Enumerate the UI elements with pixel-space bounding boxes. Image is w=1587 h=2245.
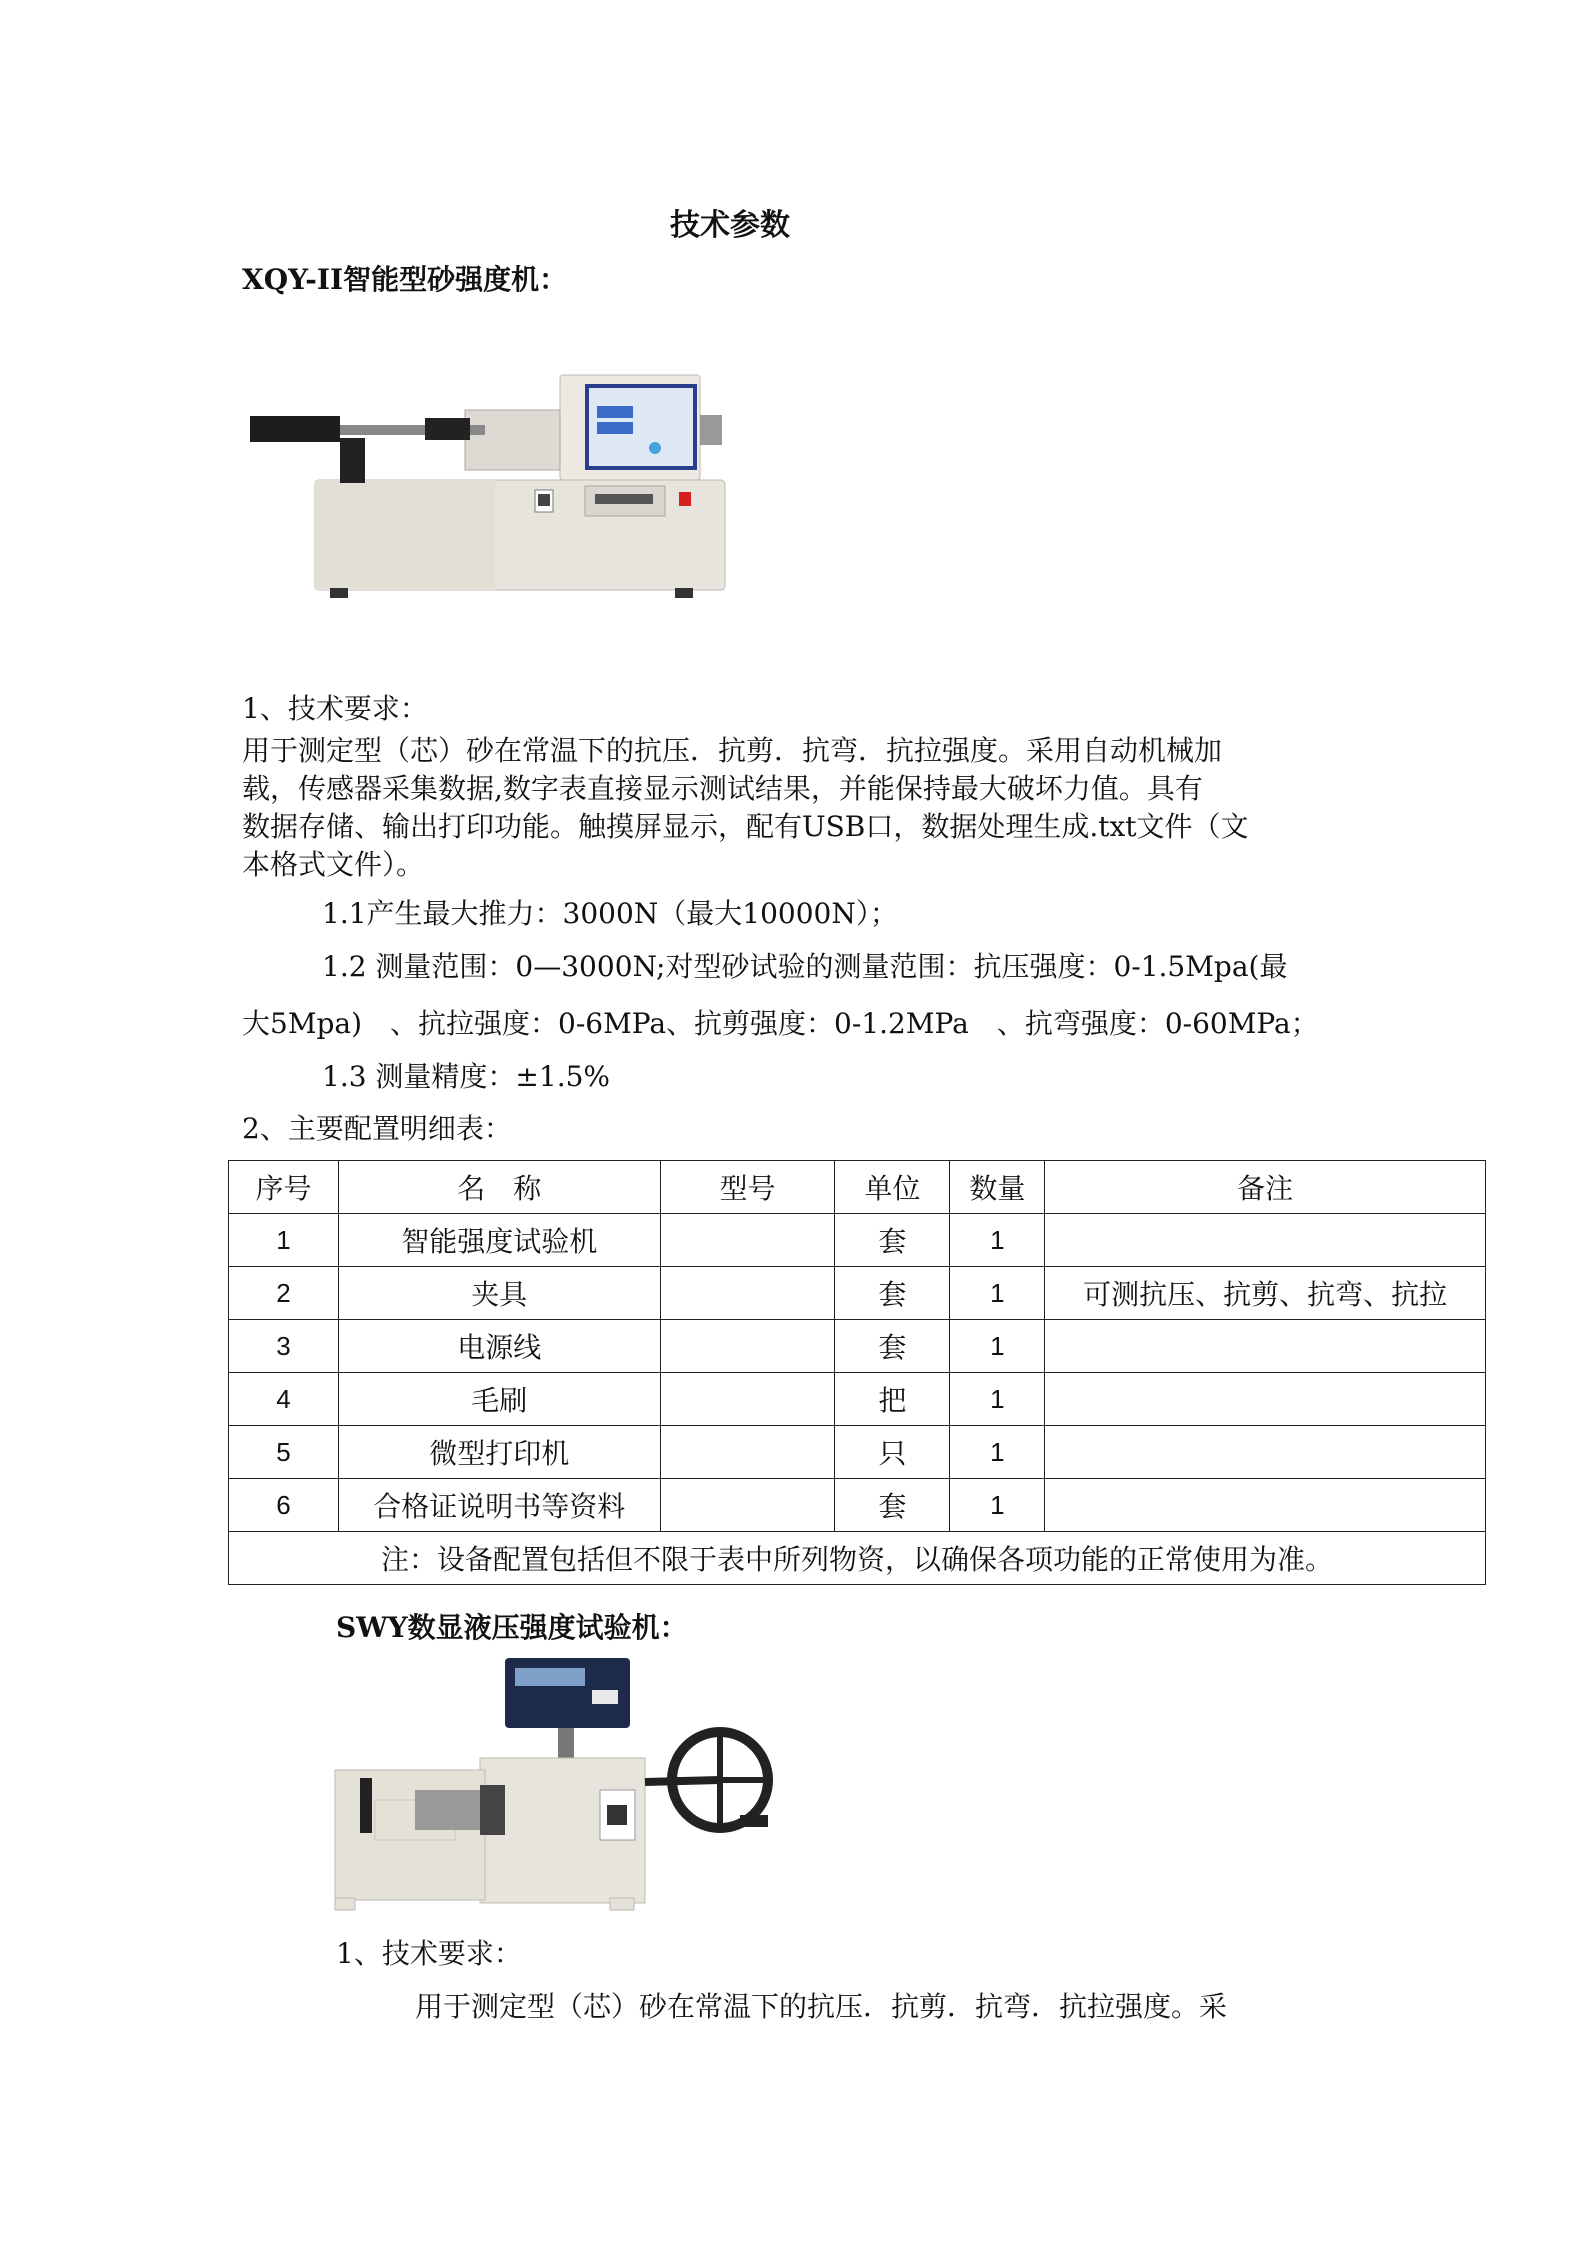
cell (1045, 1320, 1486, 1373)
cell: 6 (229, 1479, 339, 1532)
section2-req-heading: 1、技术要求： (336, 1937, 522, 1970)
paragraph-line: 载，传感器采集数据,数字表直接显示测试结果，并能保持最大破坏力值。具有 (242, 772, 1203, 805)
paragraph-line: 数据存储、输出打印功能。触摸屏显示，配有USB口，数据处理生成.txt文件（文 (242, 810, 1249, 843)
cell (660, 1479, 835, 1532)
cell: 3 (229, 1320, 339, 1373)
cell: 1 (950, 1479, 1045, 1532)
col-header: 数量 (950, 1161, 1045, 1214)
section1-heading: XQY-II智能型砂强度机： (242, 263, 568, 296)
cell: 1 (950, 1426, 1045, 1479)
cell: 1 (950, 1320, 1045, 1373)
cell: 1 (950, 1267, 1045, 1320)
section2-paragraph-start: 用于测定型（芯）砂在常温下的抗压．抗剪．抗弯．抗拉强度。采 (415, 1990, 1228, 2023)
cell: 只 (835, 1426, 950, 1479)
cell: 套 (835, 1320, 950, 1373)
cell (660, 1426, 835, 1479)
cell: 套 (835, 1267, 950, 1320)
cell: 可测抗压、抗剪、抗弯、抗拉 (1045, 1267, 1486, 1320)
table-row (229, 1267, 1486, 1320)
section2-heading: SWY数显液压强度试验机： (336, 1611, 688, 1644)
table-footnote-row (229, 1532, 1486, 1585)
cell: 夹具 (338, 1267, 660, 1320)
cell: 套 (835, 1479, 950, 1532)
table-row (229, 1214, 1486, 1267)
cell: 套 (835, 1214, 950, 1267)
cell: 1 (950, 1373, 1045, 1426)
col-header: 名 称 (338, 1161, 660, 1214)
spec-1-2-line-b: 大5Mpa) 、抗拉强度：0-6MPa、抗剪强度：0-1.2MPa 、抗弯强度：0-60MPa； (242, 1007, 1319, 1040)
cell: 1 (950, 1214, 1045, 1267)
cell: 微型打印机 (338, 1426, 660, 1479)
col-header: 备注 (1045, 1161, 1486, 1214)
cell: 智能强度试验机 (338, 1214, 660, 1267)
paragraph-line: 本格式文件）。 (242, 848, 425, 881)
cell: 把 (835, 1373, 950, 1426)
cell (1045, 1214, 1486, 1267)
config-heading: 2、主要配置明细表： (242, 1112, 512, 1145)
config-table (228, 1160, 1486, 1585)
section1-req-heading: 1、技术要求： (242, 692, 428, 725)
col-header: 单位 (835, 1161, 950, 1214)
cell: 合格证说明书等资料 (338, 1479, 660, 1532)
col-header: 序号 (229, 1161, 339, 1214)
paragraph-line: 用于测定型（芯）砂在常温下的抗压．抗剪．抗弯．抗拉强度。采用自动机械加 (242, 734, 1223, 767)
swy-machine-photo (330, 1650, 800, 1925)
table-row (229, 1479, 1486, 1532)
table-row (229, 1373, 1486, 1426)
section1-paragraph (242, 732, 1362, 884)
cell (1045, 1479, 1486, 1532)
table-row (229, 1320, 1486, 1373)
cell (660, 1373, 835, 1426)
cell (660, 1267, 835, 1320)
spec-1-2-line-a: 1.2 测量范围：0—3000N;对型砂试验的测量范围：抗压强度：0-1.5Mpa(最 (322, 950, 1288, 983)
cell: 毛刷 (338, 1373, 660, 1426)
table-row (229, 1426, 1486, 1479)
cell: 5 (229, 1426, 339, 1479)
spec-1-3: 1.3 测量精度：±1.5% (322, 1060, 611, 1093)
cell (1045, 1426, 1486, 1479)
cell (660, 1320, 835, 1373)
cell (660, 1214, 835, 1267)
page-title: 技术参数 (670, 208, 790, 243)
xqy-machine-photo (245, 370, 745, 610)
table-header-row (229, 1161, 1486, 1214)
cell: 电源线 (338, 1320, 660, 1373)
col-header: 型号 (660, 1161, 835, 1214)
cell: 2 (229, 1267, 339, 1320)
cell: 4 (229, 1373, 339, 1426)
cell: 1 (229, 1214, 339, 1267)
table-footnote: 注：设备配置包括但不限于表中所列物资，以确保各项功能的正常使用为准。 (229, 1532, 1486, 1585)
spec-1-1: 1.1产生最大推力：3000N（最大10000N）； (322, 897, 898, 930)
cell (1045, 1373, 1486, 1426)
